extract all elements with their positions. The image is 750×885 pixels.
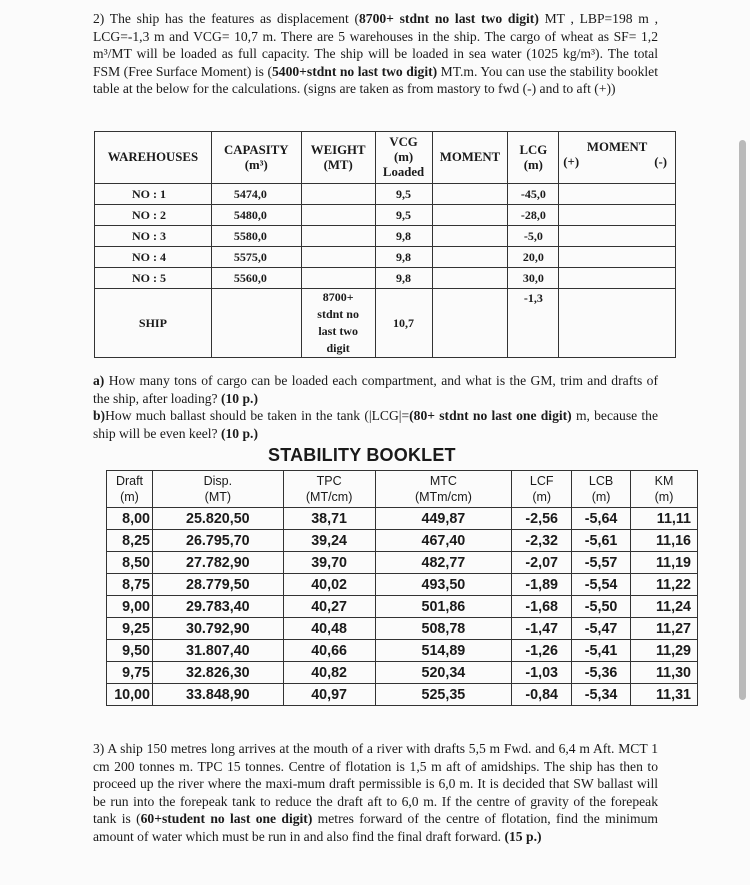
table-cell: 9,75 [107,662,153,684]
table-cell: 40,27 [283,596,375,618]
table-cell: 31.807,40 [152,640,283,662]
table-cell [559,205,618,226]
header-plus: (+) [563,154,580,169]
table-cell: 30,0 [508,268,559,289]
table-cell: 32.826,30 [152,662,283,684]
table-cell: 40,66 [283,640,375,662]
table-cell: 8,00 [107,508,153,530]
table-row [107,684,698,706]
table-cell: 8700+ stdnt no last two digit [301,289,375,358]
table-cell [618,268,676,289]
table-cell: 11,16 [631,530,698,552]
header-capacity: CAPASITY (m³) [211,132,301,184]
table-cell: -1,89 [512,574,572,596]
booklet-header-disp: Disp. (MT) [152,471,283,508]
table-cell: 8,50 [107,552,153,574]
table-row [107,640,698,662]
table-cell: 9,5 [375,184,432,205]
table-cell: NO : 3 [95,226,212,247]
table-cell: 9,8 [375,268,432,289]
table-cell [559,247,618,268]
table-cell: -5,47 [572,618,631,640]
table-cell: 11,30 [631,662,698,684]
table-cell: -1,3 [508,289,559,358]
table-cell: -5,0 [508,226,559,247]
booklet-header-lcb: LCB (m) [572,471,631,508]
table-cell: -1,26 [512,640,572,662]
table-cell: 20,0 [508,247,559,268]
table-cell: 25.820,50 [152,508,283,530]
table-cell: 11,11 [631,508,698,530]
stability-booklet-table [106,470,698,706]
table-cell: 11,31 [631,684,698,706]
ship-row [95,289,676,358]
table-cell [432,184,508,205]
table-cell [301,247,375,268]
table-cell: -2,07 [512,552,572,574]
table-cell [432,289,508,358]
table-cell: 493,50 [375,574,512,596]
table-row [95,184,676,205]
table-row [107,662,698,684]
table-cell: -5,61 [572,530,631,552]
table-cell: 29.783,40 [152,596,283,618]
table-cell: -28,0 [508,205,559,226]
question-3-text: 3) A ship 150 metres long arrives at the mouth of a river with drafts 5,5 m Fwd. and 6,4 m Aft. MCT 1 cm 200 tonnes m. TPC 15 tonnes. Centre of flotation is 1,5 m aft of amidships. The ship has then to proceed up the river where the maxi-mum draft permissible is 6,0 m. It is decided that SW ballast will be run into the forepeak tank to reduce the draft aft to 6,0 m. If the centre of gravity of the forepeak tank is (60+student no last one digit) metres forward of the centre of flotation, find the minimum amount of water which must be run in and also find the final draft forward. (15 p.) [93,741,659,844]
table-cell [618,205,676,226]
stability-booklet-title: STABILITY BOOKLET [268,445,456,465]
table-cell: -0,84 [512,684,572,706]
table-cell: 27.782,90 [152,552,283,574]
table-cell: -5,57 [572,552,631,574]
table-cell: 28.779,50 [152,574,283,596]
table-cell: 11,29 [631,640,698,662]
table-row [107,530,698,552]
table-row [107,508,698,530]
table-cell: 40,82 [283,662,375,684]
table-cell: -1,47 [512,618,572,640]
table-cell: 40,02 [283,574,375,596]
table-cell [432,205,508,226]
header-minus: (-) [654,154,667,169]
table-cell: -5,50 [572,596,631,618]
table-cell: -2,56 [512,508,572,530]
table-cell: NO : 4 [95,247,212,268]
header-moment-vertical: MOMENT [432,132,508,184]
table-cell: -2,32 [512,530,572,552]
table-cell [432,247,508,268]
table-cell [301,205,375,226]
questions-a-b [93,372,658,442]
table-cell: 5560,0 [211,268,301,289]
table-cell: 467,40 [375,530,512,552]
question-2-text: 2) The ship has the features as displacement (8700+ stdnt no last two digit) MT , LBP=198 m , LCG=-1,3 m and VCG= 10,7 m. There are 5 warehouses in the ship. The cargo of wheat as SF= 1,2 m³/MT will be loaded as full capacity. The ship will be loaded in sea water (1025 kg/m³). The total FSM (Free Surface Moment) is (5400+stdnt no last two digit) MT.m. You can use the stability booklet table at the below for the calculations. (signs are taken as from mastory to fwd (-) and to aft (+)) [93,11,658,97]
table-cell: 5575,0 [211,247,301,268]
table-cell [432,268,508,289]
table-cell [211,289,301,358]
table-cell [432,226,508,247]
table-cell: 26.795,70 [152,530,283,552]
table-cell: 449,87 [375,508,512,530]
table-cell: 9,8 [375,247,432,268]
table-cell [559,289,618,358]
table-cell: 30.792,90 [152,618,283,640]
table-row [95,247,676,268]
table-cell: 33.848,90 [152,684,283,706]
table-cell: 5580,0 [211,226,301,247]
table-cell: -1,03 [512,662,572,684]
table-cell: -5,41 [572,640,631,662]
table-cell: 11,24 [631,596,698,618]
table-cell: 520,34 [375,662,512,684]
table-cell: 38,71 [283,508,375,530]
table-cell: 40,97 [283,684,375,706]
table-row [107,596,698,618]
header-moment-longitudinal: MOMENT (+) (-) [559,132,676,184]
table-cell: SHIP [95,289,212,358]
table-cell: 10,00 [107,684,153,706]
table-row [95,205,676,226]
header-weight: WEIGHT (MT) [301,132,375,184]
table-cell: 9,50 [107,640,153,662]
booklet-header-lcf: LCF (m) [512,471,572,508]
table-cell: 8,25 [107,530,153,552]
table-cell: 5480,0 [211,205,301,226]
table-cell: -5,34 [572,684,631,706]
table-cell: -5,64 [572,508,631,530]
table-cell: -5,36 [572,662,631,684]
table-cell: 10,7 [375,289,432,358]
header-vcg: VCG (m) Loaded [375,132,432,184]
table-cell [301,184,375,205]
table-cell [301,268,375,289]
table-cell: 39,70 [283,552,375,574]
table-row [107,552,698,574]
booklet-header-mtc: MTC (MTm/cm) [375,471,512,508]
table-cell: 9,5 [375,205,432,226]
table-cell: NO : 1 [95,184,212,205]
question-b: b)How much ballast should be taken in the tank (|LCG|=(80+ stdnt no last one digit) m, because the ship will be even keel? (10 p.) [93,408,658,441]
table-cell: 11,27 [631,618,698,640]
table-cell: 39,24 [283,530,375,552]
table-row [95,226,676,247]
table-cell [559,226,618,247]
question-a: a) How many tons of cargo can be loaded each compartment, and what is the GM, trim and drafts of the ship, after loading? (10 p.) [93,373,658,406]
table-cell: 9,8 [375,226,432,247]
table-cell [618,184,676,205]
header-lcg: LCG (m) [508,132,559,184]
table-cell: 514,89 [375,640,512,662]
table-cell: NO : 5 [95,268,212,289]
table-cell [618,289,676,358]
table-cell: 482,77 [375,552,512,574]
table-cell: NO : 2 [95,205,212,226]
header-warehouses: WAREHOUSES [95,132,212,184]
table-cell [618,247,676,268]
table-cell: 40,48 [283,618,375,640]
booklet-header-draft: Draft (m) [107,471,153,508]
table-cell: 11,19 [631,552,698,574]
table-cell: 501,86 [375,596,512,618]
table-cell [559,268,618,289]
table-cell: 9,00 [107,596,153,618]
table-cell: 11,22 [631,574,698,596]
table-row [107,574,698,596]
scrollbar[interactable] [739,140,746,700]
table-cell [559,184,618,205]
table-cell: 508,78 [375,618,512,640]
booklet-header-tpc: TPC (MT/cm) [283,471,375,508]
table-cell: 8,75 [107,574,153,596]
table-cell [618,226,676,247]
table-cell: -5,54 [572,574,631,596]
table-cell: -1,68 [512,596,572,618]
table-cell: -45,0 [508,184,559,205]
warehouse-table [94,131,676,358]
table-cell [301,226,375,247]
table-row [95,268,676,289]
booklet-header-km: KM (m) [631,471,698,508]
table-cell: 5474,0 [211,184,301,205]
table-row [107,618,698,640]
booklet-header-row [107,471,698,508]
table-cell: 9,25 [107,618,153,640]
table-cell: 525,35 [375,684,512,706]
